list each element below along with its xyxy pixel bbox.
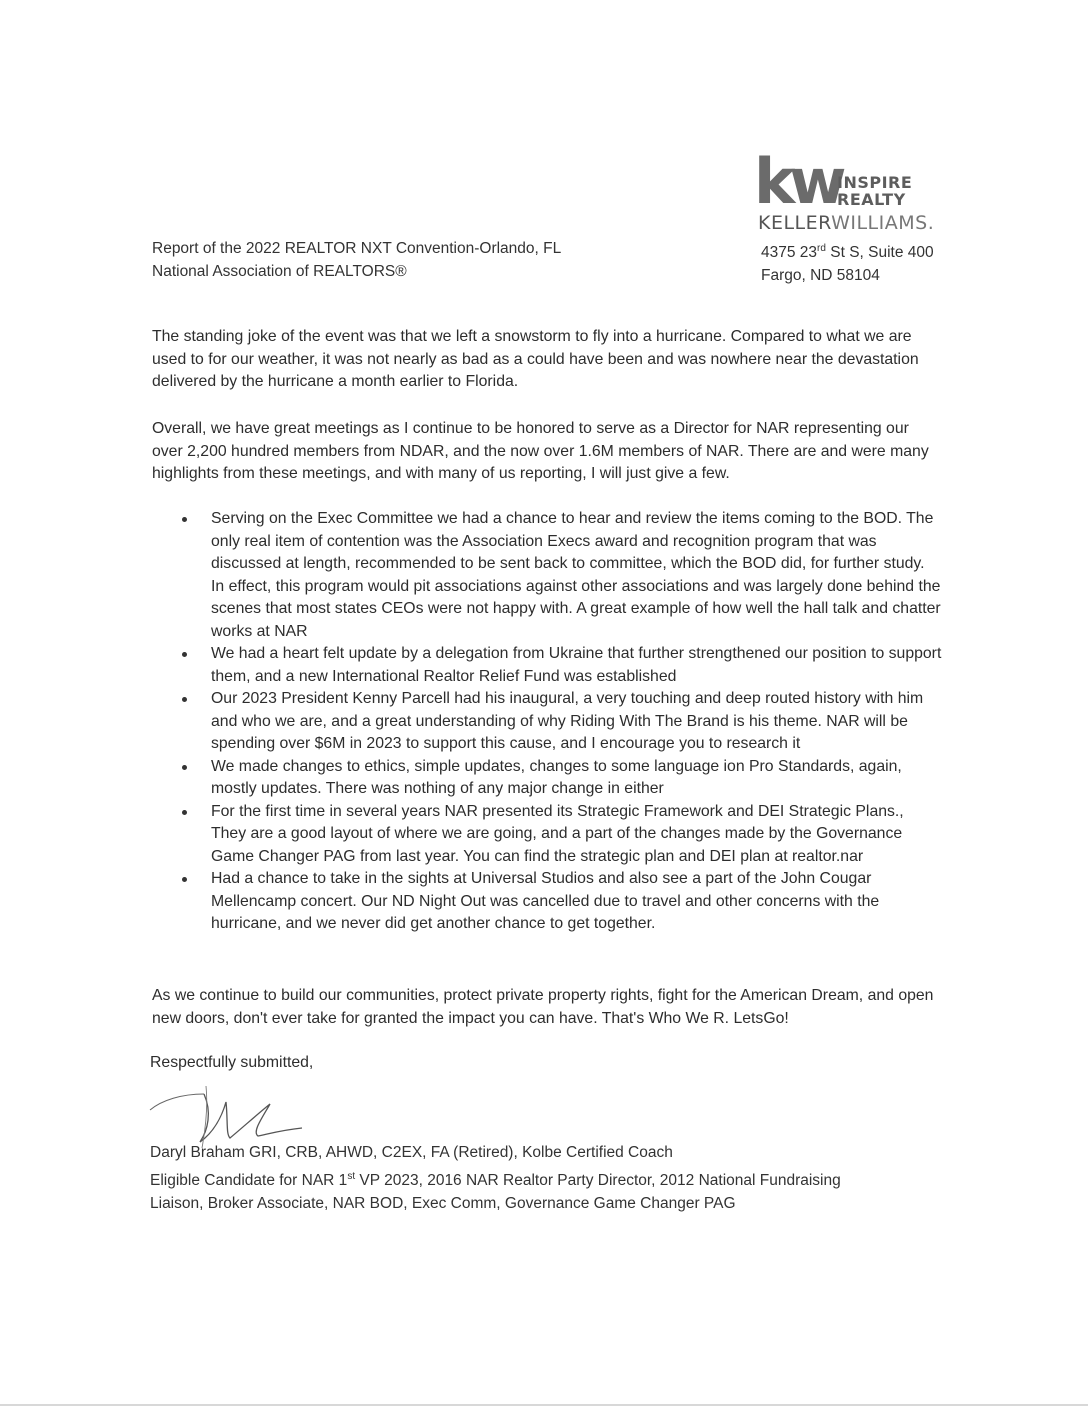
- signer-credentials-suffix: VP 2023, 2016 NAR Realtor Party Director, 2012 National Fundraising: [355, 1171, 841, 1189]
- signer-credentials-line-1: [150, 1165, 940, 1193]
- list-item-text: Serving on the Exec Committee we had a chance to hear and review the items coming to the BOD. The only real item of contention was the Association Execs award and recognition program that was discussed at length, recommended to be sent back to committee, which the BOD did, for further study. In effect, this program would pit associations against other associations and was largely done behind the scenes that most states CEOs were not happy with. A great example of how well the hall talk and chatter works at NAR: [211, 510, 941, 640]
- scan-edge-divider: [0, 1404, 1088, 1406]
- paragraph-conclusion: As we continue to build our communities, protect private property rights, fight for the American Dream, and open new doors, don't ever take for granted the impact you can have. That's Who We R. LetsGo!: [152, 987, 934, 1027]
- list-item: [152, 643, 942, 688]
- bullet-icon: [182, 877, 187, 882]
- keller-williams-logo: [754, 145, 954, 242]
- address-street-number: 4375 23: [761, 244, 818, 262]
- kw-logo-mark: kw: [754, 145, 841, 218]
- logo-realty-text: REALTY: [837, 190, 906, 209]
- list-item: [152, 801, 942, 869]
- list-item-text: Had a chance to take in the sights at Universal Studios and also see a part of the John Cougar Mellencamp concert. Our ND Night Out was cancelled due to travel and other concerns with the hurricane, and we never did get another chance to get together.: [211, 870, 880, 932]
- address-line-2: Fargo, ND 58104: [761, 267, 880, 285]
- signer-ordinal: st: [347, 1170, 356, 1182]
- signer-block: [150, 1141, 940, 1216]
- signer-credentials-line-2: Liaison, Broker Associate, NAR BOD, Exec Comm, Governance Game Changer PAG: [150, 1195, 736, 1213]
- bullet-icon: [182, 652, 187, 657]
- report-title: [152, 237, 561, 283]
- highlights-list: [152, 508, 942, 936]
- list-item-text: We had a heart felt update by a delegation from Ukraine that further strengthened our position to support them, and a new International Realtor Relief Fund was established: [211, 645, 942, 685]
- report-title-line-1: Report of the 2022 REALTOR NXT Convention-Orlando, FL: [152, 240, 562, 257]
- logo-inspire-text: INSPIRE: [837, 173, 913, 192]
- address-ordinal: rd: [817, 243, 826, 254]
- bullet-icon: [182, 517, 187, 522]
- bullet-icon: [182, 697, 187, 702]
- address-line-1: [761, 237, 934, 264]
- bullet-icon: [182, 810, 187, 815]
- list-item-text: For the first time in several years NAR presented its Strategic Framework and DEI Strategic Plans., They are a good layout of where we are going, and a part of the changes made by the Governance Game Changer PAG from last year. You can find the strategic plan and DEI plan at realtor.nar: [211, 802, 904, 865]
- list-item: [152, 868, 942, 936]
- report-title-line-2: National Association of REALTORS®: [152, 263, 407, 280]
- bullet-icon: [182, 765, 187, 770]
- office-address: [761, 237, 934, 287]
- logo-williams-text: WILLIAMS.: [831, 212, 935, 234]
- list-item: [152, 688, 942, 756]
- list-item: [152, 756, 942, 801]
- logo-keller-text: KELLER: [758, 212, 832, 234]
- list-item-text: Our 2023 President Kenny Parcell had his inaugural, a very touching and deep routed history with him and who we are, and a great understanding of why Riding With The Brand is his theme. NAR will be spending over $6M in 2023 to support this cause, and I encourage you to research it: [211, 690, 924, 752]
- handwritten-signature: [142, 1072, 332, 1152]
- list-item-text: We made changes to ethics, simple updates, changes to some language ion Pro Standards, again, mostly updates. There was nothing of any major change in either: [211, 757, 902, 797]
- paragraph-intro: The standing joke of the event was that we left a snowstorm to fly into a hurricane. Compared to what we are used to for our weather, it was not nearly as bad as a could have been and was nowhere near the devastation delivered by the hurricane a month earlier to Florida.: [152, 328, 919, 390]
- signer-name-line: Daryl Braham GRI, CRB, AHWD, C2EX, FA (Retired), Kolbe Certified Coach: [150, 1144, 673, 1161]
- signer-credentials-prefix: Eligible Candidate for NAR 1: [150, 1171, 348, 1189]
- closing-line: Respectfully submitted,: [150, 1054, 314, 1071]
- address-street-suffix: St S, Suite 400: [825, 244, 934, 262]
- list-item: [152, 508, 942, 643]
- paragraph-overall: Overall, we have great meetings as I continue to be honored to serve as a Director for NAR representing our over 2,200 hundred members from NDAR, and the now over 1.6M members of NAR. There are and were many highlights from these meetings, and with many of us reporting, I will just give a few.: [152, 420, 929, 482]
- logo-kellerwilliams-text: [758, 213, 934, 233]
- logo-inspire-realty: [837, 174, 912, 208]
